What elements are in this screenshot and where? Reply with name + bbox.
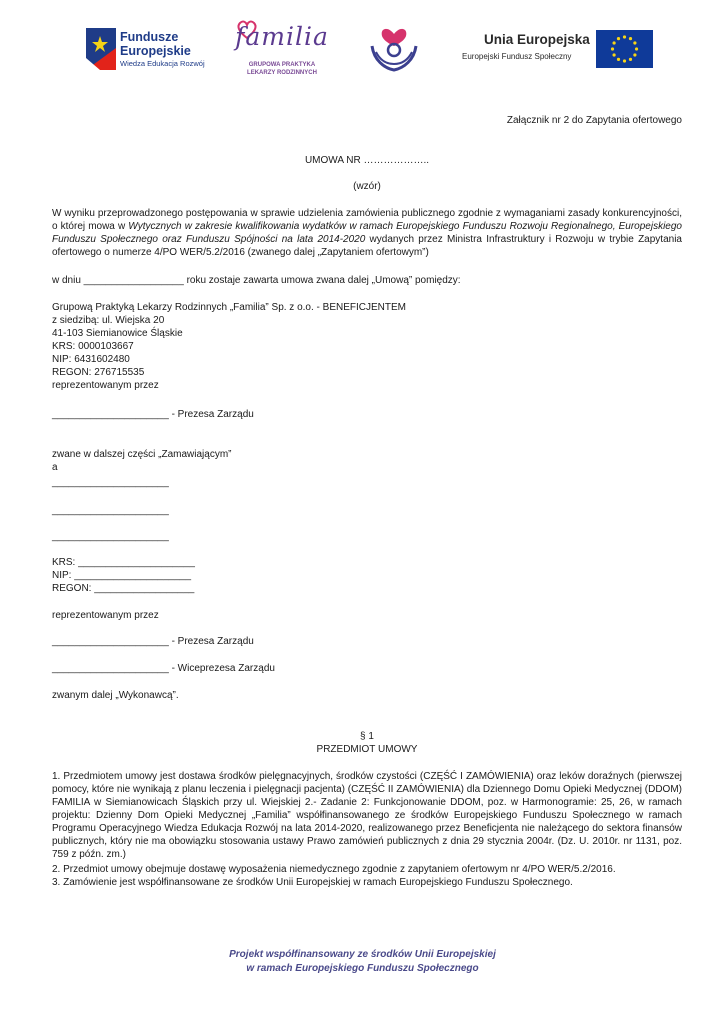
contractor-called: zwanym dalej „Wykonawcą”.: [52, 690, 179, 701]
section1-item1: 1. Przedmiotem umowy jest dostawa środków pielęgnacyjnych, środków czystości (CZĘŚĆ I ZAMÓWIENIA) oraz leków doraźnych (pierwszej pomocy, które nie wynikają z planu leczenia i pielęgnacji pacjenta) (CZĘŚĆ II ZAMÓWIENIA) dla Dziennego Domu Opieki Medycznej (DDOM) FAMILIA w Siemianowicach Śląskich przy ul. Wiejskiej 2.- Zadanie 2: Funkcjonowanie DDOM, poz. w Harmonogramie: 25, 26, w ramach projektu: Dzienny Dom Opieki Medycznej „Familia” współfinansowanego ze środków Europejskiego Funduszu Społecznego w ramach Programu Operacyjnego Wiedza Edukacja Rozwój na lata 2014-2020, realizowanego przez Beneficjenta nie należącego do sektora finansów publicznych, który nie ma obowiązku stosowania ustawy Prawo zamówień publicznych z dnia 29 stycznia 2004r. (Dz. U. 2010r. nr 1131, poz. 759 z późn. zm.): [52, 771, 682, 860]
section-number: § 1: [360, 731, 374, 742]
ue-title: Unia Europejska: [484, 32, 590, 47]
footer-line1: Projekt współfinansowany ze środków Unii Europejskiej: [229, 949, 496, 960]
contractor-represented-by: reprezentowanym przez: [52, 610, 159, 621]
unia-europejska-logo: [458, 28, 658, 72]
page-footer: [0, 948, 725, 976]
fundusze-europejskie-logo: [86, 26, 226, 72]
logo-strip: [0, 14, 725, 84]
fe-star-mark-icon: [86, 28, 116, 70]
hands-heart-icon: [366, 16, 422, 76]
contract-number: UMOWA NR ………………..: [304, 155, 430, 166]
beneficiary-signer: _____________________ - Prezesa Zarządu: [52, 409, 254, 420]
eu-flag-icon: [596, 30, 653, 68]
contractor-signer-vice: _____________________ - Wiceprezesa Zarządu: [52, 663, 275, 674]
intro-text-a: W wyniku przeprowadzonego postępowania w sprawie udzielenia zamówienia publicznego zgodnie z wymaganiami zasady konkurencyjności, o której mowa w: [52, 208, 682, 232]
beneficiary-city: 41-103 Siemianowice Śląskie: [52, 328, 183, 339]
familia-wordmark: familia: [235, 22, 329, 51]
familia-subtitle-2: LEKARZY RODZINNYCH: [247, 70, 317, 76]
section1-item3: 3. Zamówienie jest współfinansowane ze środków Unii Europejskiej w ramach Europejskiego Funduszu Społecznego.: [52, 877, 573, 888]
beneficiary-name: Grupową Praktyką Lekarzy Rodzinnych „Familia” Sp. z o.o. - BENEFICJENTEM: [52, 302, 406, 313]
familia-logo: [234, 18, 330, 84]
familia-subtitle-1: GRUPOWA PRAKTYKA: [248, 62, 316, 68]
fe-logo-line2: Europejskie: [120, 44, 191, 58]
contractor-blank-3: _____________________: [52, 531, 169, 542]
ue-subtitle: Europejski Fundusz Społeczny: [462, 52, 572, 61]
intro-paragraph: [52, 207, 682, 259]
contract-date-line: w dniu __________________ roku zostaje zawarta umowa zwana dalej „Umową” pomiędzy:: [52, 275, 461, 286]
beneficiary-called: zwane w dalszej części „Zamawiającym”: [52, 449, 232, 460]
beneficiary-represented-by: reprezentowanym przez: [52, 380, 159, 391]
beneficiary-regon: REGON: 276715535: [52, 367, 145, 378]
contractor-blank-2: _____________________: [52, 505, 169, 516]
intro-text-b: wydanych przez Ministra Infrastruktury i Rozwoju w trybie Zapytania ofertowego o numerze 4/PO WER/5.2/2016 (zwanego dalej „Zapytaniem ofertowym”): [52, 234, 682, 258]
contractor-ids: [52, 556, 682, 595]
section-title: PRZEDMIOT UMOWY: [316, 744, 418, 755]
fe-logo-line1: Fundusze: [120, 30, 179, 44]
beneficiary-nip: NIP: 6431602480: [52, 354, 130, 365]
contractor-nip: NIP: _____________________: [52, 570, 192, 581]
beneficiary-block: [52, 301, 682, 392]
beneficiary-seat: z siedzibą: ul. Wiejska 20: [52, 315, 165, 326]
care-hands-emblem: [366, 16, 422, 76]
attachment-note: Załącznik nr 2 do Zapytania ofertowego: [506, 115, 682, 126]
fe-logo-line3: Wiedza Edukacja Rozwój: [120, 59, 205, 68]
contractor-blank-1: _____________________: [52, 477, 169, 488]
and-conjunction: a: [52, 462, 58, 473]
beneficiary-krs: KRS: 0000103667: [52, 341, 134, 352]
template-label: (wzór): [353, 181, 381, 192]
section1-item2: 2. Przedmiot umowy obejmuje dostawę wyposażenia niemedycznego zgodnie z zapytaniem ofertowym nr 4/PO WER/5.2/2016.: [52, 864, 616, 875]
contractor-regon: REGON: __________________: [52, 583, 195, 594]
eu-stars-icon: [596, 30, 653, 68]
intro-guidelines-italic: Wytycznych w zakresie kwalifikowania wydatków w ramach Europejskiego Funduszu Rozwoju Regionalnego, Europejskiego Funduszu Społecznego oraz Funduszu Spójności na lata 2014-2020: [52, 221, 682, 245]
contractor-krs: KRS: _____________________: [52, 557, 195, 568]
contractor-signer-president: _____________________ - Prezesa Zarządu: [52, 636, 254, 647]
footer-line2: w ramach Europejskiego Funduszu Społecznego: [246, 963, 479, 974]
